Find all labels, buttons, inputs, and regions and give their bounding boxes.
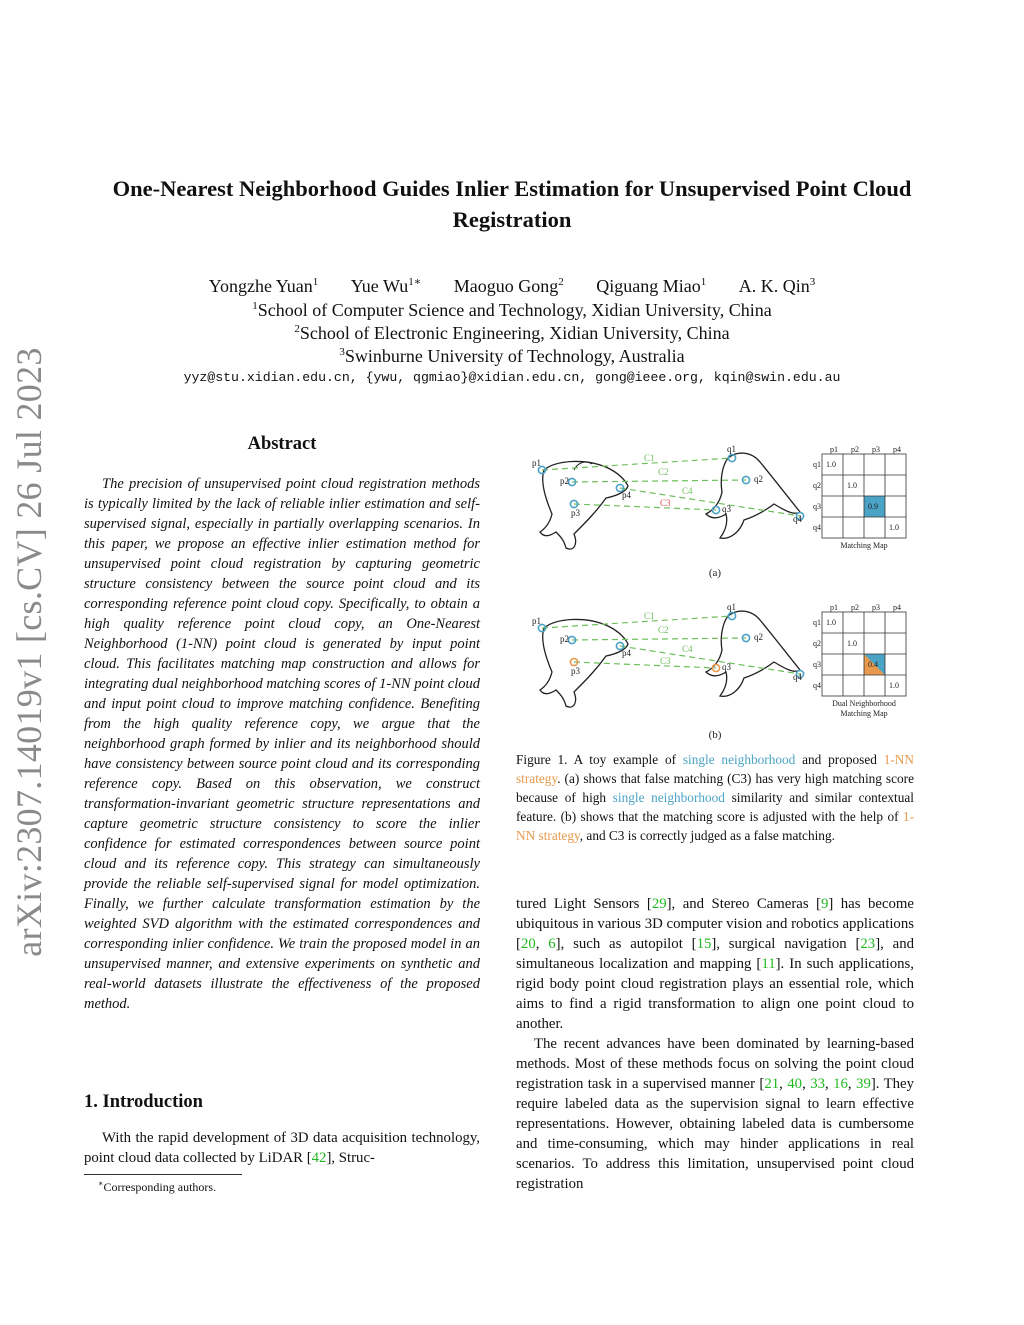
text-run: , [825, 1076, 834, 1092]
map-b-value: 1.0 [889, 681, 899, 690]
text-run: ], and simultaneous localization and mapping [ [516, 936, 915, 972]
map-a-col: p1 [830, 445, 838, 454]
text-run: ]. They require labeled data as the supervision signal to learn effective representations. However, obtaining labeled data is cumbersome and time-consuming, which may hinder applications in real scenarios. To address this limitation, unsupervised point cloud registration [516, 1076, 915, 1192]
label-q2: q2 [754, 632, 763, 642]
map-a-row: q3 [813, 502, 821, 511]
label-q1: q1 [727, 444, 736, 454]
map-b-row: q1 [813, 618, 821, 627]
author-name: Qiguang Miao [596, 276, 701, 296]
citation-link[interactable]: 23 [860, 936, 876, 952]
map-a-row: q2 [813, 481, 821, 490]
label-q4: q4 [793, 672, 802, 682]
corr-label-c4: C4 [682, 644, 693, 654]
highlight-1nn-strategy: 1-NN strategy [516, 752, 914, 786]
corr-c1 [542, 616, 732, 628]
map-a-value: 1.0 [889, 523, 899, 532]
highlight-single-neighborhood: single neighborhood [682, 752, 796, 767]
map-b-col: p4 [893, 603, 901, 612]
text-run: ] has become ubiquitous in various 3D computer vision and robotics applications [ [516, 896, 914, 952]
citation-link[interactable]: 6 [548, 936, 556, 952]
abstract-heading: Abstract [247, 434, 317, 454]
figure-1-caption [516, 750, 914, 845]
citation-link[interactable]: 29 [651, 896, 667, 912]
citation-link[interactable]: 42 [311, 1150, 327, 1166]
label-q4: q4 [793, 514, 802, 524]
author-name: A. K. Qin [738, 276, 810, 296]
panel-a [532, 444, 906, 579]
affiliation-text: Swinburne University of Technology, Australia [344, 346, 685, 366]
sublabel-a: (a) [708, 567, 722, 579]
corr-c2 [572, 480, 746, 482]
citation-link[interactable]: 9 [820, 896, 829, 912]
map-a-row: q1 [813, 460, 821, 469]
map-b-row: q3 [813, 660, 821, 669]
citation-link[interactable]: 39 [856, 1076, 871, 1092]
corr-c1 [542, 458, 732, 470]
map-b-caption-2: Matching Map [840, 709, 888, 718]
map-a-col: p4 [893, 445, 901, 454]
text-run: . (a) shows that false matching (C3) has very high matching score because of high [516, 771, 914, 805]
footnote-rule [84, 1174, 242, 1175]
corr-label-c3: C3 [660, 656, 671, 666]
corr-label-c2: C2 [658, 467, 669, 477]
author [209, 276, 319, 296]
author [351, 276, 421, 296]
map-a-value: 1.0 [847, 481, 857, 490]
map-a-row-labels [813, 460, 821, 532]
text-run: With the rapid development of 3D data acquisition technology, point cloud data collected by LiDAR [ [84, 1130, 480, 1166]
label-q3: q3 [722, 662, 731, 672]
text-run: ]. In such applications, rigid body point cloud registration plays an essential role, which aims to find a rigid transformation to align one point cloud to another. [516, 956, 915, 1032]
corr-label-c3: C3 [660, 498, 671, 508]
target-dolphin-a [706, 453, 800, 538]
author-sup: 1 [312, 276, 319, 288]
text-run: Figure 1. A toy example of [516, 752, 683, 767]
map-b-col: p1 [830, 603, 838, 612]
footnote-text: Corresponding authors. [103, 1180, 217, 1194]
text-run: The recent advances have been dominated by learning-based methods. Most of these methods focus on solving the point cloud registration task in a supervised manner [ [516, 1036, 914, 1092]
label-p3: p3 [571, 666, 580, 676]
map-b-row: q4 [813, 681, 821, 690]
highlight-1nn-strategy: 1-NN strategy [516, 809, 914, 843]
author-sup: 2 [558, 276, 564, 288]
author-name: Maoguo Gong [453, 276, 559, 296]
map-b-value: 0.4 [868, 660, 878, 669]
highlight-single-neighborhood: single neighborhood [612, 790, 725, 805]
text-run: ], Struc- [326, 1150, 375, 1166]
source-dolphin-a-fin [574, 462, 592, 470]
corr-c3 [574, 662, 716, 668]
citation-link[interactable]: 16 [833, 1076, 848, 1092]
corr-label-c1: C1 [644, 611, 655, 621]
intro-paragraph [84, 1128, 480, 1168]
text-run: tured Light Sensors [ [516, 896, 652, 912]
matching-map-b [813, 603, 906, 718]
label-q1: q1 [727, 602, 736, 612]
citation-link[interactable]: 11 [761, 956, 776, 972]
map-a-col: p2 [851, 445, 859, 454]
affiliation-sup: 3 [339, 346, 345, 358]
map-b-caption-1: Dual Neighborhood [832, 699, 896, 708]
map-a-col-labels [830, 445, 901, 454]
citation-link[interactable]: 33 [810, 1076, 825, 1092]
corr-label-c1: C1 [644, 453, 655, 463]
citation-link[interactable]: 40 [787, 1076, 803, 1092]
paragraph [516, 894, 914, 1034]
map-a-caption: Matching Map [840, 541, 888, 550]
map-b-row-labels [813, 618, 821, 690]
figure-1-graphic [516, 440, 914, 740]
text-run: , [802, 1076, 811, 1092]
author-list [90, 270, 934, 298]
citation-link[interactable]: 20 [520, 936, 536, 952]
matching-map-a [813, 445, 906, 550]
abstract-text: The precision of unsupervised point cloud registration methods is typically limited by the lack of reliable inlier estimation and self-supervised signal, especially in partially overlapping scenarios. In this paper, we propose an effective inlier estimation method for unsupervised point cloud registration by capturing geometric structure consistency between the source point cloud and its corresponding reference point cloud copy. Specifically, to obtain a high quality reference point cloud copy, an One-Nearest Neighborhood (1-NN) point cloud is generated by input point cloud. This facilitates matching map construction and allows for integrating dual neighborhood matching scores of 1-NN point cloud and input point cloud to improve matching confidence. Benefiting from the high quality reference copy, we argue that the neighborhood graph formed by inlier and its neighborhood should have consistency between source point cloud and its corresponding reference copy. Based on this observation, we construct transformation-invariant geometric structure representations and capture geometric structure consistency to score the inlier confidence for estimated correspondences between source point cloud and its reference copy. This strategy can simultaneously provide the reliable self-supervised signal for model optimization. Finally, we further calculate transformation estimation by the weighted SVD algorithm with the estimated correspondences and corresponding inlier confidence. We train the proposed model in an unsupervised manner, and extensive experiments on synthetic and real-world datasets illustrate the effectiveness of the proposed method. [84, 476, 480, 1012]
label-q2: q2 [754, 474, 763, 484]
affiliation-sup: 2 [294, 323, 300, 335]
text-run: similarity and similar contextual feature. (b) shows that the matching score is adjusted with the help of [516, 790, 914, 824]
author-sup: 1∗ [408, 276, 422, 288]
text-run: , and C3 is correctly judged as a false matching. [579, 828, 835, 843]
affiliation-text: School of Electronic Engineering, Xidian University, China [299, 323, 730, 343]
map-b-row: q2 [813, 639, 821, 648]
correspondence-lines-b [542, 616, 800, 674]
map-a-row: q4 [813, 523, 821, 532]
map-a-value: 0.9 [868, 502, 878, 511]
author [454, 276, 564, 296]
figure-1 [516, 440, 914, 740]
label-p2: p2 [560, 634, 569, 644]
label-p4: p4 [622, 648, 631, 658]
affiliation-text: School of Computer Science and Technology, Xidian University, China [257, 300, 772, 320]
label-p1: p1 [532, 616, 541, 626]
author [739, 276, 816, 296]
text-run: , [847, 1076, 857, 1092]
paragraph [516, 1034, 914, 1194]
right-column-body [516, 894, 914, 1194]
author-sup: 3 [809, 276, 816, 288]
arxiv-side-stamp: arXiv:2307.14019v1 [cs.CV] 26 Jul 2023 [9, 347, 49, 957]
map-b-col: p3 [872, 603, 880, 612]
target-dolphin-b [706, 611, 800, 696]
citation-link[interactable]: 21 [764, 1076, 780, 1092]
author-sup: 1 [700, 276, 707, 288]
affiliation-sup: 1 [252, 300, 258, 312]
section-heading-introduction: 1. Introduction [84, 1092, 203, 1112]
author-name: Yongzhe Yuan [208, 276, 313, 296]
label-p3: p3 [571, 508, 580, 518]
map-b-col: p2 [851, 603, 859, 612]
sublabel-b: (b) [708, 729, 722, 740]
footnote-mark: ∗ [98, 1179, 104, 1188]
map-b-value: 1.0 [847, 639, 857, 648]
author [596, 276, 706, 296]
label-q3: q3 [722, 504, 731, 514]
map-a-value: 1.0 [826, 460, 836, 469]
paper-title: One-Nearest Neighborhood Guides Inlier Estimation for Unsupervised Point Cloud Registration [112, 176, 912, 232]
text-run: ], and Stereo Cameras [ [666, 896, 821, 912]
map-b-col-labels [830, 603, 901, 612]
panel-b [532, 602, 906, 740]
author-emails: yyz@stu.xidian.edu.cn, {ywu, qgmiao}@xidian.edu.cn, gong@ieee.org, kqin@swin.edu.au [183, 370, 841, 385]
footnote [98, 1179, 216, 1195]
text-run: ], such as autopilot [ [555, 936, 697, 952]
map-a-col: p3 [872, 445, 880, 454]
text-run: ], surgical navigation [ [711, 936, 861, 952]
affiliation [90, 341, 934, 368]
corr-label-c2: C2 [658, 625, 669, 635]
corr-c3 [574, 504, 716, 510]
label-p2: p2 [560, 476, 569, 486]
text-run: , [779, 1076, 788, 1092]
label-p4: p4 [622, 490, 631, 500]
correspondence-lines-a [542, 458, 800, 516]
corr-label-c4: C4 [682, 486, 693, 496]
author-name: Yue Wu [350, 276, 409, 296]
citation-link[interactable]: 15 [696, 936, 712, 952]
label-p1: p1 [532, 458, 541, 468]
corr-c2 [572, 638, 746, 640]
text-run: , [535, 936, 549, 952]
text-run: and proposed [795, 752, 884, 767]
map-b-value: 1.0 [826, 618, 836, 627]
